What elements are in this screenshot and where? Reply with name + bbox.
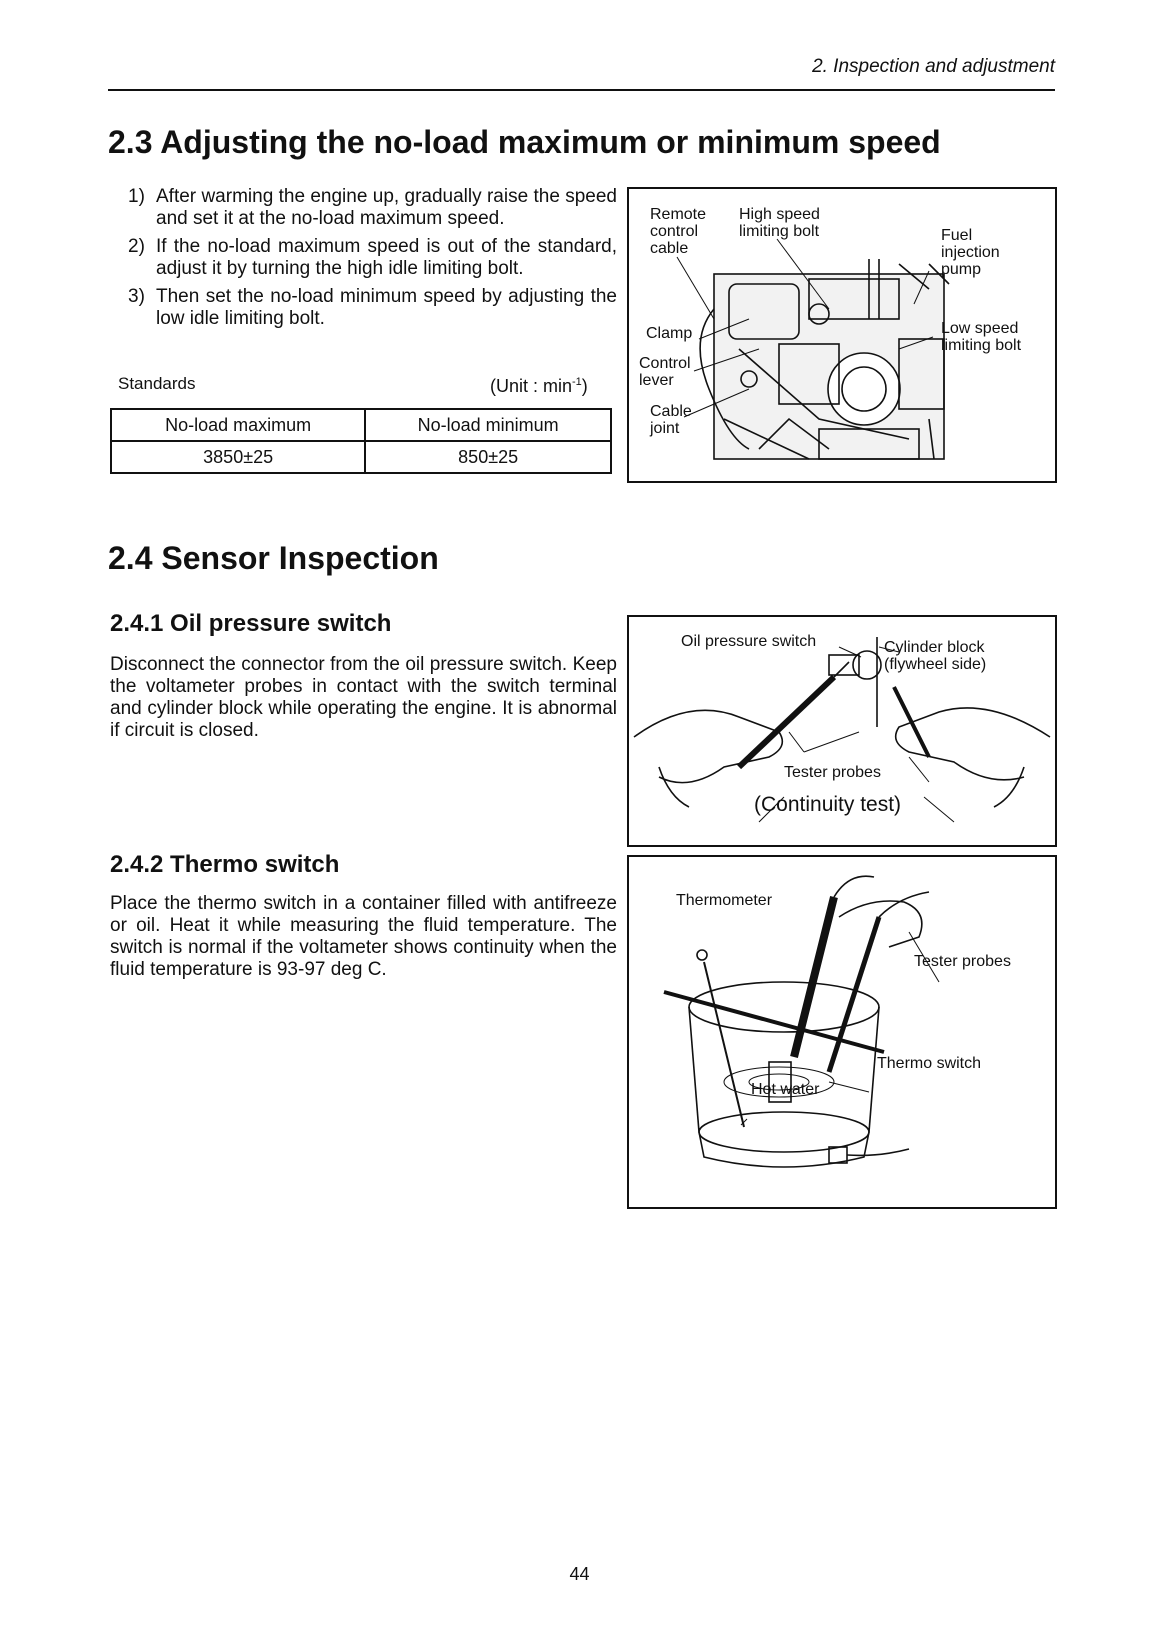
- table-row: [111, 441, 611, 473]
- label-line: injection: [941, 244, 1000, 261]
- standards-label: Standards: [118, 374, 196, 393]
- unit-prefix: (Unit : min: [490, 376, 573, 396]
- label-line: joint: [650, 420, 680, 437]
- label-thermo-switch: Thermo switch: [877, 1055, 982, 1072]
- label-line: lever: [639, 372, 674, 389]
- label-cable-joint: [650, 403, 692, 437]
- table-header-row: [111, 409, 611, 441]
- standards-table: [110, 408, 612, 474]
- step-number: 2): [128, 236, 145, 257]
- thermo-switch-illustration: [629, 857, 1055, 1207]
- label-high-speed-limiting-bolt: [739, 206, 820, 240]
- table-cell: 850±25: [365, 441, 611, 473]
- step-text: After warming the engine up, gradually raise the speed and set it at the no-load maximum speed.: [156, 186, 617, 229]
- label-tester-probes: Tester probes: [914, 953, 1011, 970]
- oil-pressure-figure: [627, 615, 1057, 847]
- label-line: Low speed: [941, 320, 1019, 337]
- unit-exponent: -1: [572, 376, 582, 388]
- step-text: Then set the no-load minimum speed by adjusting the low idle limiting bolt.: [156, 286, 617, 329]
- label-remote-control-cable: [650, 206, 706, 257]
- page-number: 44: [569, 1564, 590, 1584]
- adjustment-steps: [112, 186, 617, 336]
- label-tester-probes: Tester probes: [784, 764, 881, 781]
- table-cell: 3850±25: [111, 441, 365, 473]
- label-low-speed-limiting-bolt: [941, 320, 1021, 354]
- label-fuel-injection-pump: [941, 227, 1000, 278]
- label-clamp: Clamp: [646, 325, 693, 342]
- step-number: 3): [128, 286, 145, 307]
- list-item: [112, 236, 617, 280]
- unit-suffix: ): [581, 376, 588, 396]
- thermo-switch-body: Place the thermo switch in a container filled with antifreeze or oil. Heat it while measuring the fluid temperature. The switch is normal if the voltameter shows continuity when the fluid temperature is 93-97 deg C.: [110, 893, 617, 980]
- unit-label: [490, 376, 588, 397]
- label-line: control: [650, 223, 699, 240]
- label-line: limiting bolt: [739, 223, 820, 240]
- running-header: 2. Inspection and adjustment: [812, 56, 1055, 77]
- thermo-switch-figure: [627, 855, 1057, 1209]
- step-text: If the no-load maximum speed is out of the standard, adjust it by turning the high idle limiting bolt.: [156, 236, 617, 279]
- label-line: Cable: [650, 403, 692, 420]
- table-header-cell: No-load minimum: [365, 409, 611, 441]
- label-line: (flywheel side): [884, 656, 987, 673]
- label-line: limiting bolt: [941, 337, 1022, 354]
- engine-figure: [627, 187, 1057, 483]
- oil-pressure-switch-title: 2.4.1 Oil pressure switch: [110, 610, 392, 637]
- list-item: [112, 286, 617, 330]
- label-oil-pressure-switch: Oil pressure switch: [681, 633, 817, 650]
- table-header-cell: No-load maximum: [111, 409, 365, 441]
- label-cylinder-block: [884, 639, 986, 673]
- label-hot-water: Hot water: [751, 1081, 820, 1098]
- thermo-switch-title: 2.4.2 Thermo switch: [110, 851, 340, 878]
- label-line: Remote: [650, 206, 707, 223]
- list-item: [112, 186, 617, 230]
- label-line: Control: [639, 355, 691, 372]
- label-control-lever: [639, 355, 691, 389]
- section-2-3-title: 2.3 Adjusting the no-load maximum or minimum speed: [108, 124, 941, 160]
- label-continuity-test: (Continuity test): [754, 793, 902, 816]
- label-line: pump: [941, 261, 982, 278]
- label-line: Cylinder block: [884, 639, 985, 656]
- header-rule: [108, 89, 1055, 91]
- label-thermometer: Thermometer: [676, 892, 773, 909]
- label-line: High speed: [739, 206, 820, 223]
- label-line: Fuel: [941, 227, 973, 244]
- label-line: cable: [650, 240, 689, 257]
- section-2-4-title: 2.4 Sensor Inspection: [108, 540, 439, 576]
- oil-pressure-switch-body: Disconnect the connector from the oil pressure switch. Keep the voltameter probes in contact with the switch terminal and cylinder block while operating the engine. It is abnormal if circuit is closed.: [110, 654, 617, 741]
- step-number: 1): [128, 186, 145, 207]
